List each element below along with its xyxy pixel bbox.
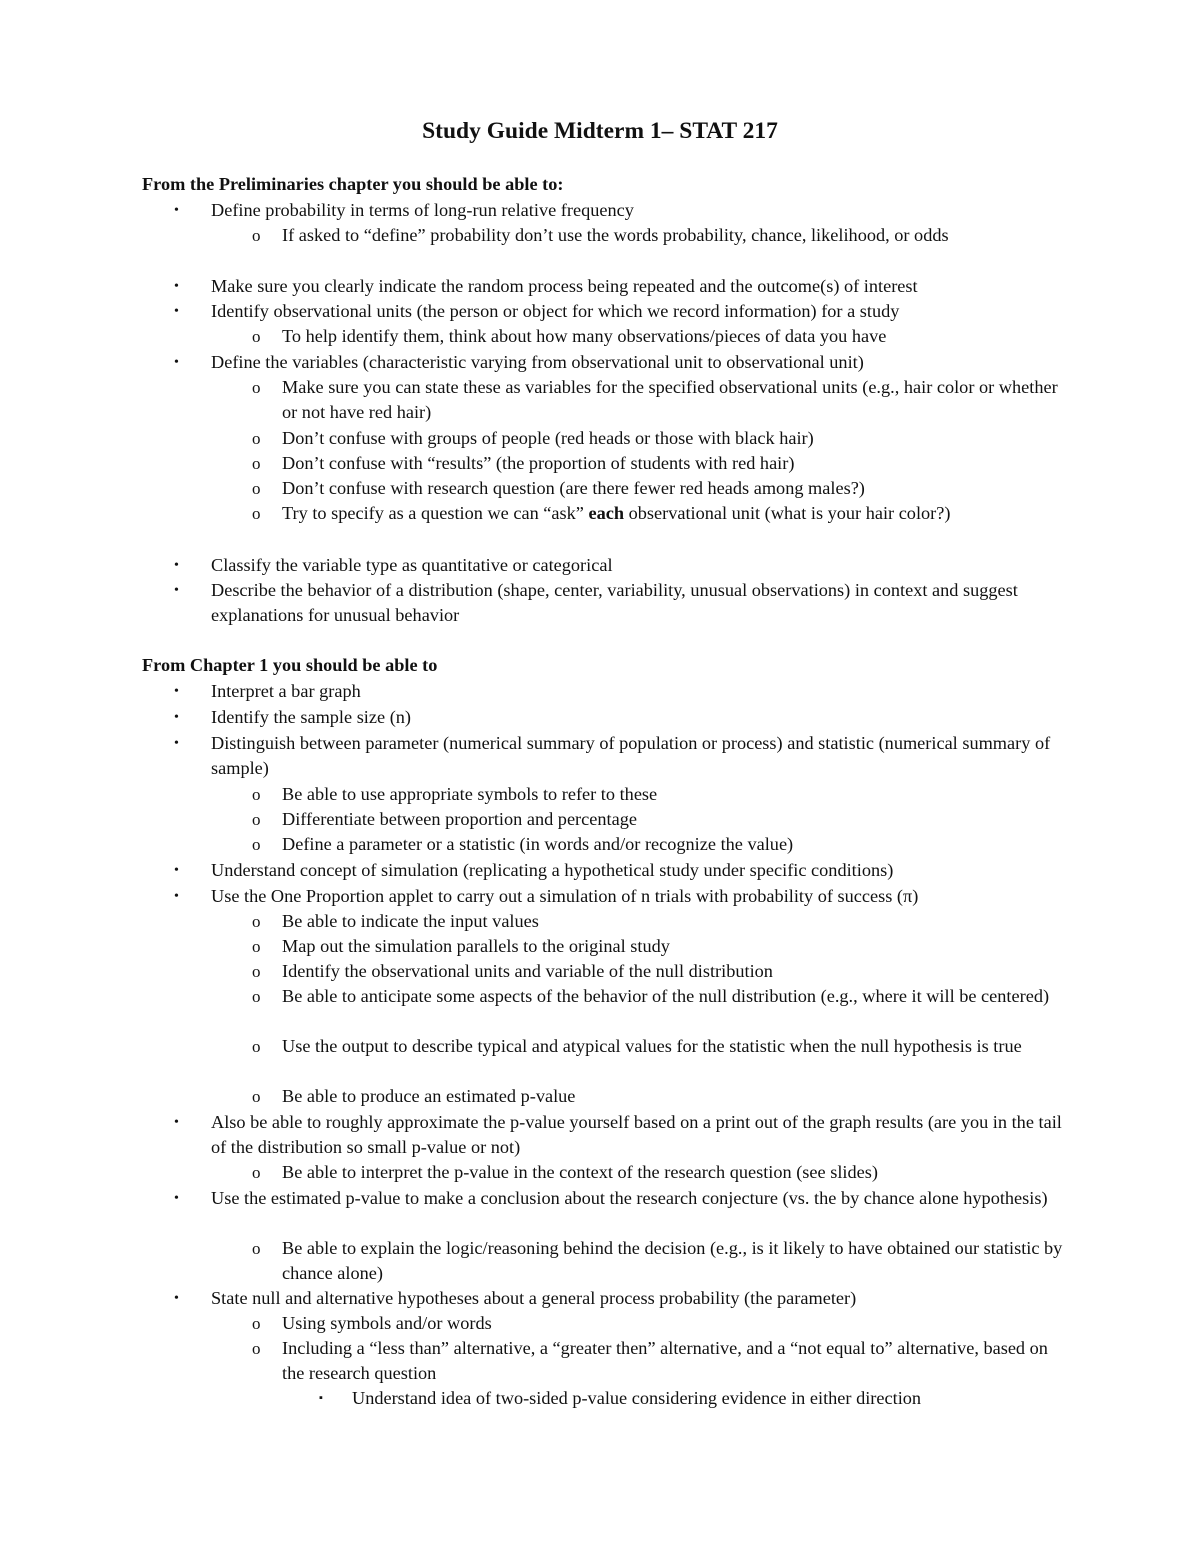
square-bullet-icon: ▪: [319, 1392, 323, 1404]
list-item: • Use the estimated p-value to make a conclusion about the research conjecture (vs. the by chance alone hypothesis): [211, 1186, 1071, 1211]
bullet-icon: •: [174, 304, 179, 319]
bullet-icon: •: [174, 684, 179, 699]
circle-bullet-icon: o: [252, 226, 261, 245]
circle-bullet-icon: o: [252, 1037, 261, 1056]
circle-bullet-icon: o: [252, 937, 261, 956]
circle-bullet-icon: o: [252, 429, 261, 448]
list-item: • Interpret a bar graph: [211, 679, 1071, 704]
list-item: o Using symbols and/or words: [282, 1311, 1072, 1336]
circle-bullet-icon: o: [252, 504, 261, 523]
circle-bullet-icon: o: [252, 785, 261, 804]
list-item: o Be able to indicate the input values: [282, 909, 1072, 934]
bullet-icon: •: [174, 889, 179, 904]
circle-bullet-icon: o: [252, 1314, 261, 1333]
list-item: o To help identify them, think about how many observations/pieces of data you have: [282, 324, 1072, 349]
bullet-icon: •: [174, 279, 179, 294]
circle-bullet-icon: o: [252, 479, 261, 498]
emphasis-each: each: [588, 503, 625, 523]
circle-bullet-icon: o: [252, 1239, 261, 1258]
list-item: • Define the variables (characteristic varying from observational unit to observational unit): [211, 350, 1071, 375]
list-item: o Don’t confuse with “results” (the proportion of students with red hair): [282, 451, 1072, 476]
list-item: ▪ Understand idea of two-sided p-value considering evidence in either direction: [352, 1386, 1072, 1411]
document-title: Study Guide Midterm 1– STAT 217: [422, 118, 778, 144]
circle-bullet-icon: o: [252, 810, 261, 829]
bullet-icon: •: [174, 863, 179, 878]
list-item: • Distinguish between parameter (numerical summary of population or process) and statistic (numerical summary of sample): [174, 733, 1051, 779]
circle-bullet-icon: o: [252, 378, 261, 397]
bullet-icon: •: [174, 736, 179, 751]
list-item: o Make sure you can state these as variables for the specified observational units (e.g., hair color or whether or not have red hair): [252, 377, 1058, 423]
list-item: o Be able to use appropriate symbols to refer to these: [282, 782, 1072, 807]
list-item: • Classify the variable type as quantitative or categorical: [211, 553, 1071, 578]
list-item: o Including a “less than” alternative, a “greater then” alternative, and a “not equal to” alternative, based on the research question: [252, 1338, 1048, 1384]
bullet-icon: •: [174, 203, 179, 218]
section-heading-chapter-1: From Chapter 1 you should be able to: [142, 655, 438, 675]
list-item: o Try to specify as a question we can “ask” each observational unit (what is your hair color?): [282, 501, 1072, 526]
list-item: o Be able to anticipate some aspects of the behavior of the null distribution (e.g., where it will be centered): [282, 984, 1072, 1009]
circle-bullet-icon: o: [252, 454, 261, 473]
list-item: o Be able to produce an estimated p-value: [282, 1084, 1072, 1109]
list-item: • State null and alternative hypotheses about a general process probability (the parameter): [211, 1286, 1071, 1311]
bullet-icon: •: [174, 710, 179, 725]
section-heading-preliminaries: From the Preliminaries chapter you should be able to:: [142, 174, 564, 194]
list-item: • Use the One Proportion applet to carry out a simulation of n trials with probability of success (π): [211, 884, 1071, 909]
list-item: • Also be able to roughly approximate the p-value yourself based on a print out of the graph results (are you in the tail of the distribution so small p-value or not): [174, 1112, 1062, 1158]
bullet-icon: •: [174, 1191, 179, 1206]
list-item: • Understand concept of simulation (replicating a hypothetical study under specific conditions): [211, 858, 1071, 883]
bullet-icon: •: [174, 1115, 179, 1130]
bullet-icon: •: [174, 1291, 179, 1306]
list-item: o Identify the observational units and variable of the null distribution: [282, 959, 1072, 984]
circle-bullet-icon: o: [252, 1339, 261, 1358]
circle-bullet-icon: o: [252, 835, 261, 854]
bullet-icon: •: [174, 558, 179, 573]
list-item: • Identify observational units (the person or object for which we record information) for a study: [211, 299, 1071, 324]
bullet-icon: •: [174, 355, 179, 370]
list-item: • Define probability in terms of long-run relative frequency: [211, 198, 1071, 223]
list-item: • Identify the sample size (n): [211, 705, 1071, 730]
list-item: o Be able to explain the logic/reasoning behind the decision (e.g., is it likely to have obtained our statistic by chance alone): [252, 1238, 1063, 1284]
list-item: o Use the output to describe typical and atypical values for the statistic when the null hypothesis is true: [282, 1034, 1072, 1059]
list-item: • Describe the behavior of a distribution (shape, center, variability, unusual observations) in context and suggest explanations for unusual behavior: [174, 580, 1018, 626]
circle-bullet-icon: o: [252, 1087, 261, 1106]
circle-bullet-icon: o: [252, 327, 261, 346]
circle-bullet-icon: o: [252, 1163, 261, 1182]
list-item: o Don’t confuse with research question (are there fewer red heads among males?): [282, 476, 1072, 501]
list-item: • Make sure you clearly indicate the random process being repeated and the outcome(s) of interest: [211, 274, 1071, 299]
list-item: o If asked to “define” probability don’t use the words probability, chance, likelihood, or odds: [282, 223, 1072, 248]
list-item: o Define a parameter or a statistic (in words and/or recognize the value): [282, 832, 1072, 857]
circle-bullet-icon: o: [252, 962, 261, 981]
list-item: o Differentiate between proportion and percentage: [282, 807, 1072, 832]
circle-bullet-icon: o: [252, 912, 261, 931]
list-item: o Be able to interpret the p-value in the context of the research question (see slides): [282, 1160, 1072, 1185]
bullet-icon: •: [174, 583, 179, 598]
circle-bullet-icon: o: [252, 987, 261, 1006]
list-item: o Don’t confuse with groups of people (red heads or those with black hair): [282, 426, 1072, 451]
list-item: o Map out the simulation parallels to the original study: [282, 934, 1072, 959]
